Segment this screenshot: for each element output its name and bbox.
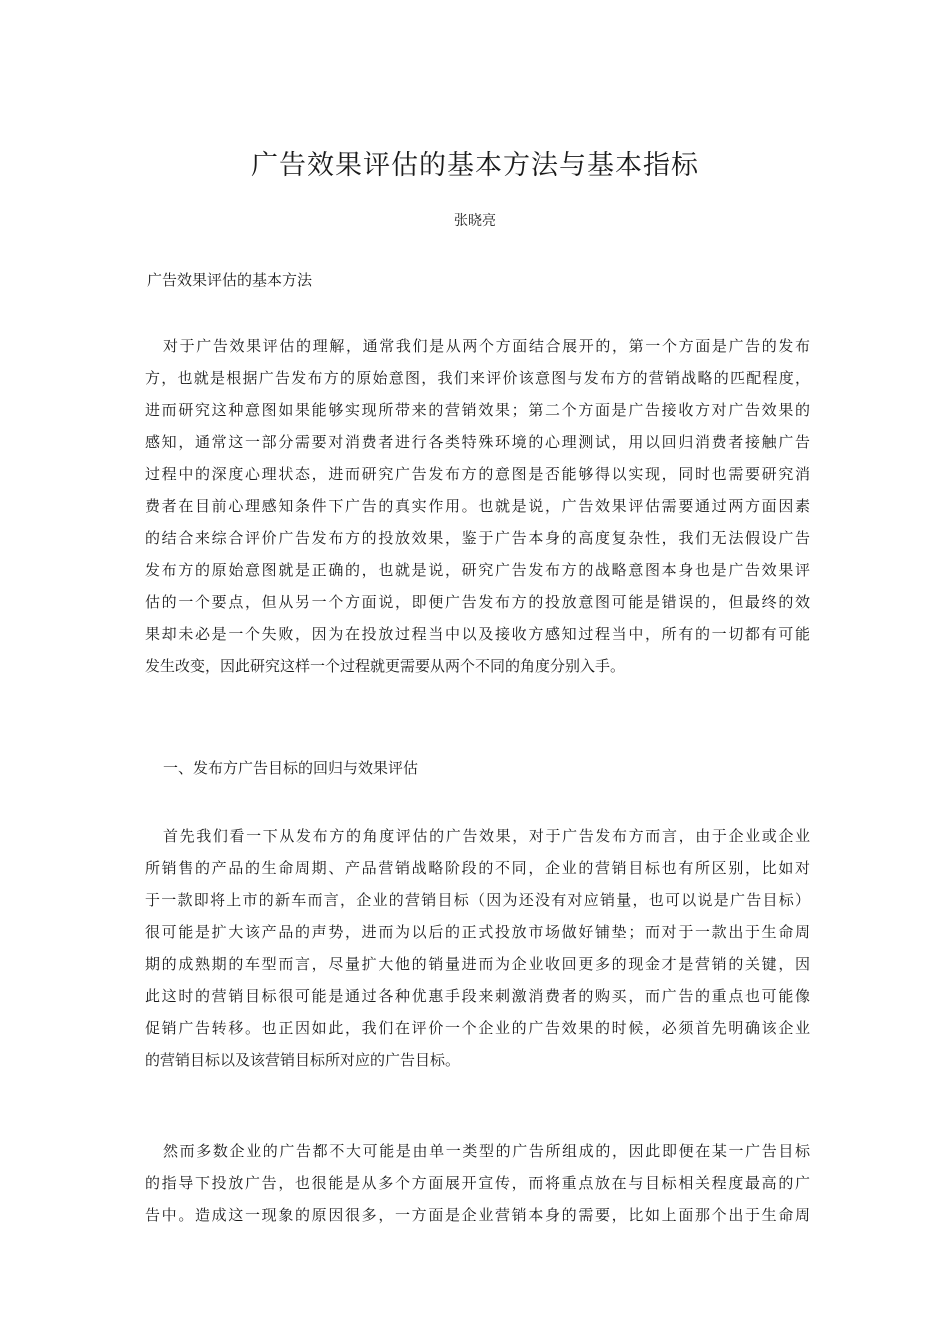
paragraph-line: 感知，通常这一部分需要对消费者进行各类特殊环境的心理测试，用以回归消费者接触广告 [145,433,810,451]
paragraph-line: 果却未必是一个失败，因为在投放过程当中以及接收方感知过程当中，所有的一切都有可能 [145,625,810,643]
paragraph-line: 方，也就是根据广告发布方的原始意图，我们来评价该意图与发布方的营销战略的匹配程度， [145,369,810,387]
paragraph-1 [145,330,810,682]
paragraph-line: 期的成熟期的车型而言，尽量扩大他的销量进而为企业收回更多的现金才是营销的关键，因 [145,955,810,973]
paragraph-line: 的营销目标以及该营销目标所对应的广告目标。 [145,1051,461,1069]
paragraph-line: 很可能是扩大该产品的声势，进而为以后的正式投放市场做好铺垫；而对于一款出于生命周 [145,923,810,941]
paragraph-3 [145,1135,810,1231]
paragraph-line: 所销售的产品的生命周期、产品营销战略阶段的不同，企业的营销目标也有所区别，比如对 [145,859,810,877]
paragraph-line: 告中。造成这一现象的原因很多，一方面是企业营销本身的需要，比如上面那个出于生命周 [145,1206,810,1224]
paragraph-line: 估的一个要点，但从另一个方面说，即便广告发布方的投放意图可能是错误的，但最终的效 [145,593,810,611]
paragraph-line: 发布方的原始意图就是正确的，也就是说，研究广告发布方的战略意图本身也是广告效果评 [145,561,810,579]
document-title: 广告效果评估的基本方法与基本指标 [251,150,699,181]
author-name: 张晓亮 [454,213,496,229]
paragraph-2 [145,820,810,1076]
section-heading: 一、发布方广告目标的回归与效果评估 [163,759,419,777]
paragraph-line: 首先我们看一下从发布方的角度评估的广告效果，对于广告发布方而言，由于企业或企业 [163,827,810,845]
paragraph-line: 过程中的深度心理状态，进而研究广告发布方的意图是否能够得以实现，同时也需要研究消 [145,465,810,483]
paragraph-line: 此这时的营销目标很可能是通过各种优惠手段来刺激消费者的购买，而广告的重点也可能像 [145,987,810,1005]
paragraph-line: 进而研究这种意图如果能够实现所带来的营销效果；第二个方面是广告接收方对广告效果的 [145,401,810,419]
subheading: 广告效果评估的基本方法 [147,271,313,289]
paragraph-line: 然而多数企业的广告都不大可能是由单一类型的广告所组成的，因此即便在某一广告目标 [163,1142,810,1160]
paragraph-line: 的结合来综合评价广告发布方的投放效果，鉴于广告本身的高度复杂性，我们无法假设广告 [145,529,810,547]
paragraph-line: 促销广告转移。也正因如此，我们在评价一个企业的广告效果的时候，必须首先明确该企业 [145,1019,810,1037]
paragraph-line: 对于广告效果评估的理解，通常我们是从两个方面结合展开的，第一个方面是广告的发布 [163,337,810,355]
paragraph-line: 于一款即将上市的新车而言，企业的营销目标（因为还没有对应销量，也可以说是广告目标） [145,891,810,909]
paragraph-line: 发生改变，因此研究这样一个过程就更需要从两个不同的角度分别入手。 [145,657,626,675]
paragraph-line: 费者在目前心理感知条件下广告的真实作用。也就是说，广告效果评估需要通过两方面因素 [145,497,810,515]
paragraph-line: 的指导下投放广告，也很能是从多个方面展开宣传，而将重点放在与目标相关程度最高的广 [145,1174,810,1192]
